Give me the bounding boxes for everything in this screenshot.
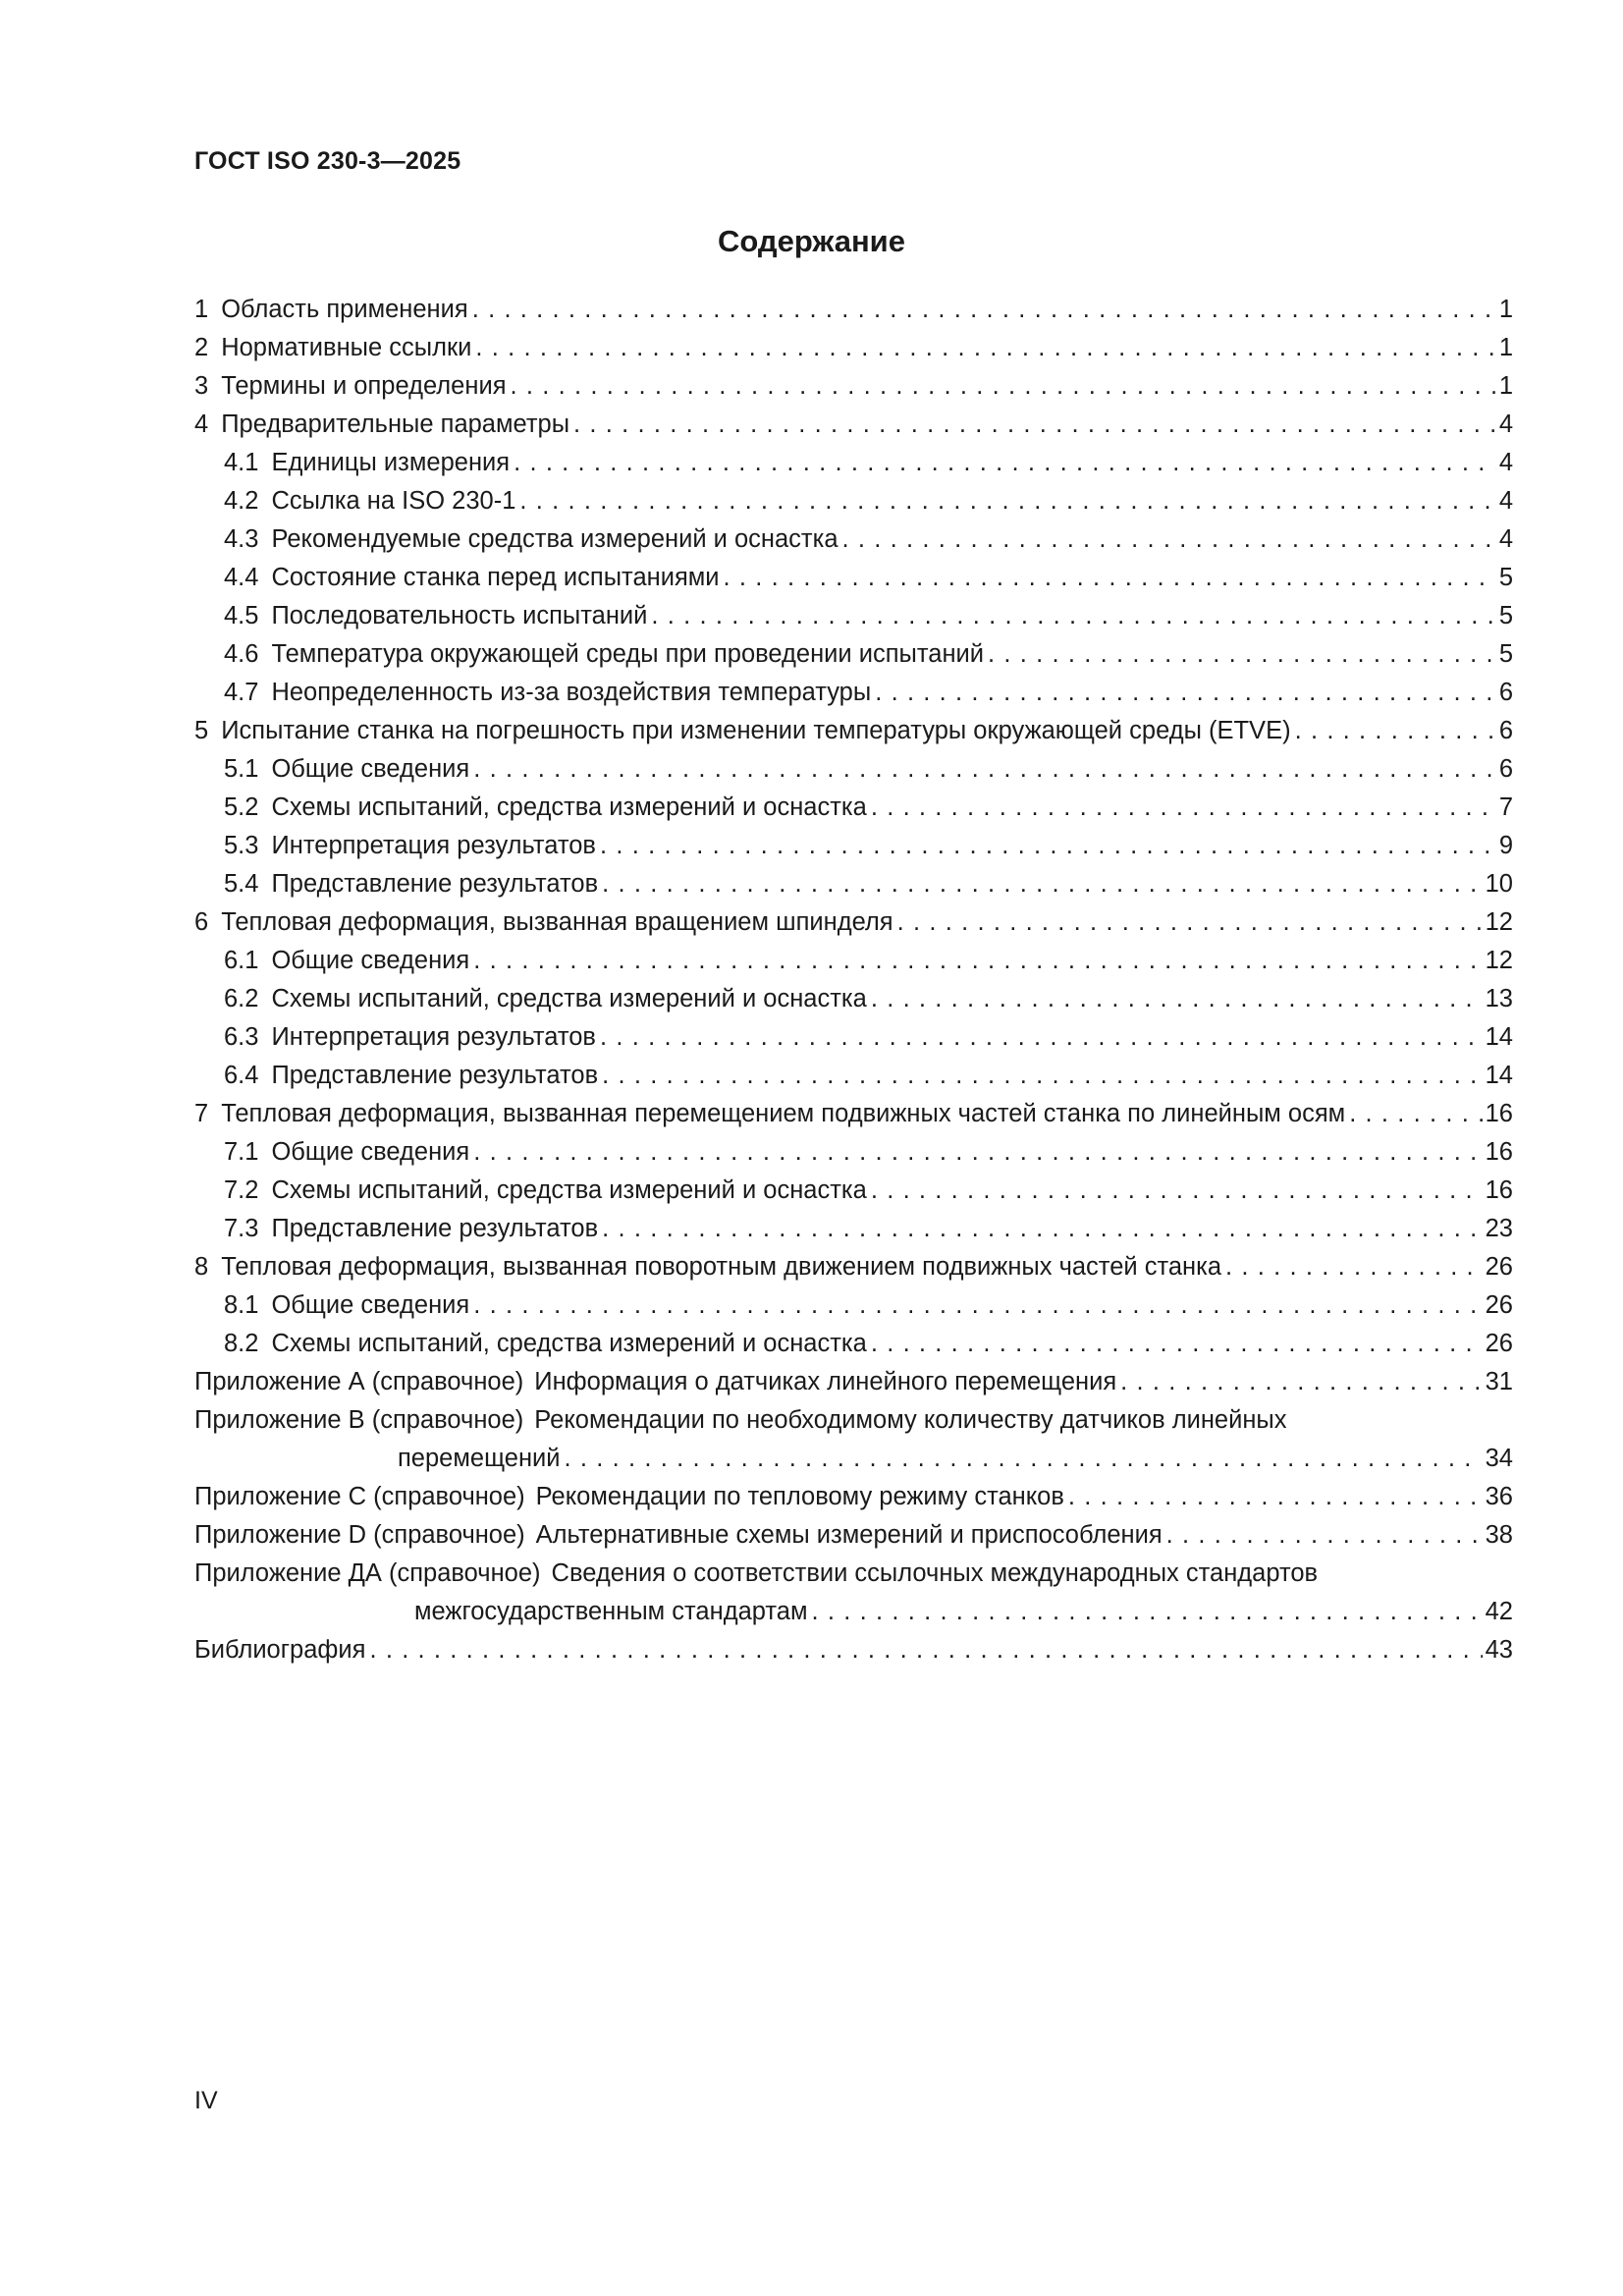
dot-leader (565, 1440, 1483, 1478)
toc-entry-label: Представление результатов (271, 1062, 599, 1089)
toc-section-entry[interactable] (194, 367, 1513, 406)
toc-entry-label: Рекомендуемые средства измерений и оснастка (271, 525, 839, 553)
toc-entry-prefix: Приложение А (справочное) (194, 1368, 524, 1395)
toc-entry-label: Библиография (194, 1636, 366, 1664)
toc-subsection-entry[interactable] (194, 559, 1513, 597)
dot-leader (472, 291, 1496, 329)
toc-entry-prefix: Приложение D (справочное) (194, 1521, 525, 1549)
toc-entry-prefix: Приложение ДА (справочное) (194, 1559, 541, 1587)
toc-entry-number: 5.2 (224, 793, 259, 821)
toc-entry-page: 16 (1485, 1176, 1513, 1204)
toc-entry-page: 5 (1498, 564, 1513, 591)
dot-leader (475, 329, 1495, 367)
dot-leader (369, 1631, 1482, 1669)
toc-entry-number: 5.1 (224, 755, 259, 783)
toc-entry-page: 14 (1485, 1023, 1513, 1051)
toc-entry-page: 7 (1498, 793, 1513, 821)
toc-section-entry[interactable] (194, 291, 1513, 329)
dot-leader (1068, 1478, 1483, 1516)
dot-leader (511, 367, 1496, 406)
toc-subsection-entry[interactable] (194, 865, 1513, 903)
toc-entry-label-continuation: перемещений (398, 1445, 561, 1472)
toc-entry-label: Неопределенность из-за воздействия температуры (271, 679, 872, 706)
toc-entry-label: Температура окружающей среды при проведении испытаний (271, 640, 985, 668)
dot-leader (602, 1057, 1483, 1095)
toc-entry-label: Термины и определения (221, 372, 507, 400)
toc-entry-number: 6.3 (224, 1023, 259, 1051)
dot-leader (871, 789, 1496, 827)
toc-entry-number: 4.5 (224, 602, 259, 629)
toc-entry-page: 5 (1498, 602, 1513, 629)
toc-entry-page: 16 (1485, 1138, 1513, 1166)
toc-entry-label: Схемы испытаний, средства измерений и оснастка (271, 985, 867, 1012)
toc-entry-label: Информация о датчиках линейного перемещения (534, 1368, 1117, 1395)
toc-entry-page: 31 (1485, 1368, 1513, 1395)
toc-entry-page: 43 (1485, 1636, 1513, 1664)
toc-entry-appendix-c[interactable] (194, 1478, 1513, 1516)
toc-entry-label: Представление результатов (271, 870, 599, 898)
toc-entry-number: 4.4 (224, 564, 259, 591)
toc-entry-number: 8.1 (224, 1291, 259, 1319)
toc-entry-appendix-da[interactable] (194, 1555, 1513, 1593)
toc-subsection-entry[interactable] (194, 674, 1513, 712)
dot-leader (514, 444, 1496, 482)
toc-entry-number: 5.4 (224, 870, 259, 898)
dot-leader (600, 1018, 1483, 1057)
toc-entry-label: Общие сведения (271, 1138, 470, 1166)
toc-subsection-entry[interactable] (194, 1057, 1513, 1095)
toc-entry-number: 4.3 (224, 525, 259, 553)
toc-subsection-entry[interactable] (194, 1286, 1513, 1325)
toc-entry-number: 1 (194, 296, 209, 323)
toc-entry-page: 16 (1485, 1100, 1513, 1127)
toc-section-entry[interactable] (194, 329, 1513, 367)
dot-leader (811, 1593, 1482, 1631)
dot-leader (473, 942, 1482, 980)
toc-entry-label: Схемы испытаний, средства измерений и оснастка (271, 1176, 867, 1204)
toc-subsection-entry[interactable] (194, 942, 1513, 980)
dot-leader (473, 750, 1496, 789)
toc-section-entry[interactable] (194, 712, 1513, 750)
toc-subsection-entry[interactable] (194, 1133, 1513, 1172)
toc-entry-number: 5 (194, 717, 209, 744)
toc-entry-number: 4.7 (224, 679, 259, 706)
toc-entry-page: 10 (1485, 870, 1513, 898)
toc-entry-page: 13 (1485, 985, 1513, 1012)
toc-entry-page: 4 (1498, 525, 1513, 553)
table-of-contents (194, 291, 1513, 1669)
toc-entry-number: 7 (194, 1100, 209, 1127)
toc-entry-label: Ссылка на ISO 230-1 (271, 487, 516, 515)
toc-entry-page: 38 (1485, 1521, 1513, 1549)
dot-leader (897, 903, 1483, 942)
dot-leader (871, 1325, 1483, 1363)
toc-entry-page: 26 (1485, 1291, 1513, 1319)
toc-entry-appendix-b[interactable] (194, 1401, 1513, 1440)
toc-entry-label: Тепловая деформация, вызванная перемещением подвижных частей станка по линейным осям (221, 1100, 1346, 1127)
toc-subsection-entry[interactable] (194, 482, 1513, 520)
toc-section-entry[interactable] (194, 1248, 1513, 1286)
toc-entry-label: Рекомендации по тепловому режиму станков (535, 1483, 1064, 1510)
dot-leader (1120, 1363, 1482, 1401)
toc-entry-label: Альтернативные схемы измерений и приспособления (535, 1521, 1163, 1549)
document-id: ГОСТ ISO 230-3—2025 (194, 147, 461, 175)
toc-entry-number: 4.1 (224, 449, 259, 476)
toc-entry-label: Интерпретация результатов (271, 832, 596, 859)
toc-entry-label: Схемы испытаний, средства измерений и оснастка (271, 793, 867, 821)
toc-entry-number: 7.3 (224, 1215, 259, 1242)
toc-entry-page: 12 (1485, 908, 1513, 936)
dot-leader (473, 1133, 1482, 1172)
toc-entry-page: 14 (1485, 1062, 1513, 1089)
toc-subsection-entry[interactable] (194, 789, 1513, 827)
toc-entry-page: 4 (1498, 410, 1513, 438)
toc-entry-label: Область применения (221, 296, 468, 323)
toc-entry-number: 7.1 (224, 1138, 259, 1166)
toc-subsection-entry[interactable] (194, 1210, 1513, 1248)
dot-leader (1166, 1516, 1483, 1555)
toc-entry-label: Общие сведения (271, 1291, 470, 1319)
toc-entry-page: 4 (1498, 487, 1513, 515)
toc-entry-number: 8 (194, 1253, 209, 1281)
toc-entry-bibliography[interactable] (194, 1631, 1513, 1669)
toc-subsection-entry[interactable] (194, 1018, 1513, 1057)
dot-leader (573, 406, 1496, 444)
dot-leader (602, 865, 1483, 903)
dot-leader (724, 559, 1496, 597)
toc-section-entry[interactable] (194, 406, 1513, 444)
toc-entry-page: 36 (1485, 1483, 1513, 1510)
toc-entry-page: 6 (1498, 717, 1513, 744)
toc-subsection-entry[interactable] (194, 635, 1513, 674)
dot-leader (871, 1172, 1483, 1210)
toc-entry-label: Предварительные параметры (221, 410, 570, 438)
toc-entries (194, 291, 1513, 1363)
toc-entry-label: Схемы испытаний, средства измерений и оснастка (271, 1330, 867, 1357)
toc-entry-page: 42 (1485, 1598, 1513, 1625)
dot-leader (602, 1210, 1483, 1248)
toc-entry-appendix-a[interactable] (194, 1363, 1513, 1401)
toc-section-entry[interactable] (194, 1095, 1513, 1133)
toc-section-entry[interactable] (194, 903, 1513, 942)
toc-entry-page: 12 (1485, 947, 1513, 974)
toc-title: Содержание (718, 224, 905, 258)
toc-entry-page: 5 (1498, 640, 1513, 668)
toc-entry-label: Интерпретация результатов (271, 1023, 596, 1051)
toc-subsection-entry[interactable] (194, 827, 1513, 865)
page-number: IV (194, 2087, 218, 2114)
toc-entry-label: Представление результатов (271, 1215, 599, 1242)
toc-entry-label-continuation: межгосударственным стандартам (414, 1598, 808, 1625)
dot-leader (871, 980, 1483, 1018)
toc-entry-number: 4.2 (224, 487, 259, 515)
dot-leader (1295, 712, 1496, 750)
dot-leader (1225, 1248, 1483, 1286)
toc-entry-number: 6.1 (224, 947, 259, 974)
toc-subsection-entry[interactable] (194, 444, 1513, 482)
toc-subsection-entry[interactable] (194, 520, 1513, 559)
toc-entry-number: 6.4 (224, 1062, 259, 1089)
toc-entry-appendix-b-continuation[interactable] (194, 1440, 1513, 1478)
toc-entry-prefix: Приложение С (справочное) (194, 1483, 525, 1510)
toc-entry-number: 5.3 (224, 832, 259, 859)
toc-entry-appendix-da-continuation[interactable] (194, 1593, 1513, 1631)
toc-entry-label: Сведения о соответствии ссылочных международных стандартов (551, 1559, 1319, 1587)
toc-entry-label: Тепловая деформация, вызванная вращением шпинделя (221, 908, 893, 936)
toc-entry-page: 34 (1485, 1445, 1513, 1472)
toc-subsection-entry[interactable] (194, 1325, 1513, 1363)
toc-entry-label: Состояние станка перед испытаниями (271, 564, 720, 591)
toc-subsection-entry[interactable] (194, 1172, 1513, 1210)
toc-entry-number: 8.2 (224, 1330, 259, 1357)
toc-subsection-entry[interactable] (194, 597, 1513, 635)
toc-entry-page: 6 (1498, 755, 1513, 783)
toc-entry-label: Испытание станка на погрешность при изменении температуры окружающей среды (ETVE) (221, 717, 1291, 744)
toc-entry-page: 1 (1498, 296, 1513, 323)
toc-entry-number: 6 (194, 908, 209, 936)
toc-entry-number: 2 (194, 334, 209, 361)
dot-leader (600, 827, 1496, 865)
toc-entry-number: 4 (194, 410, 209, 438)
dot-leader (651, 597, 1495, 635)
toc-entry-prefix: Приложение В (справочное) (194, 1406, 524, 1434)
toc-entry-label: Нормативные ссылки (221, 334, 472, 361)
toc-entry-page: 23 (1485, 1215, 1513, 1242)
toc-subsection-entry[interactable] (194, 750, 1513, 789)
toc-entry-page: 4 (1498, 449, 1513, 476)
toc-entry-page: 6 (1498, 679, 1513, 706)
toc-entry-label: Общие сведения (271, 947, 470, 974)
toc-entry-label: Общие сведения (271, 755, 470, 783)
toc-entry-page: 1 (1498, 372, 1513, 400)
dot-leader (875, 674, 1496, 712)
dot-leader (988, 635, 1496, 674)
dot-leader (519, 482, 1495, 520)
toc-entry-appendix-d[interactable] (194, 1516, 1513, 1555)
dot-leader (842, 520, 1496, 559)
dot-leader (1349, 1095, 1482, 1133)
toc-entry-label: Последовательность испытаний (271, 602, 648, 629)
toc-entry-label: Тепловая деформация, вызванная поворотным движением подвижных частей станка (221, 1253, 1222, 1281)
toc-entry-label: Единицы измерения (271, 449, 511, 476)
toc-entry-label: Рекомендации по необходимому количеству датчиков линейных (534, 1406, 1287, 1434)
toc-subsection-entry[interactable] (194, 980, 1513, 1018)
toc-entry-number: 7.2 (224, 1176, 259, 1204)
toc-entry-page: 26 (1485, 1330, 1513, 1357)
toc-entry-number: 6.2 (224, 985, 259, 1012)
toc-entry-page: 26 (1485, 1253, 1513, 1281)
toc-entry-page: 1 (1498, 334, 1513, 361)
toc-entry-number: 4.6 (224, 640, 259, 668)
toc-entry-page: 9 (1498, 832, 1513, 859)
dot-leader (473, 1286, 1482, 1325)
toc-entry-number: 3 (194, 372, 209, 400)
